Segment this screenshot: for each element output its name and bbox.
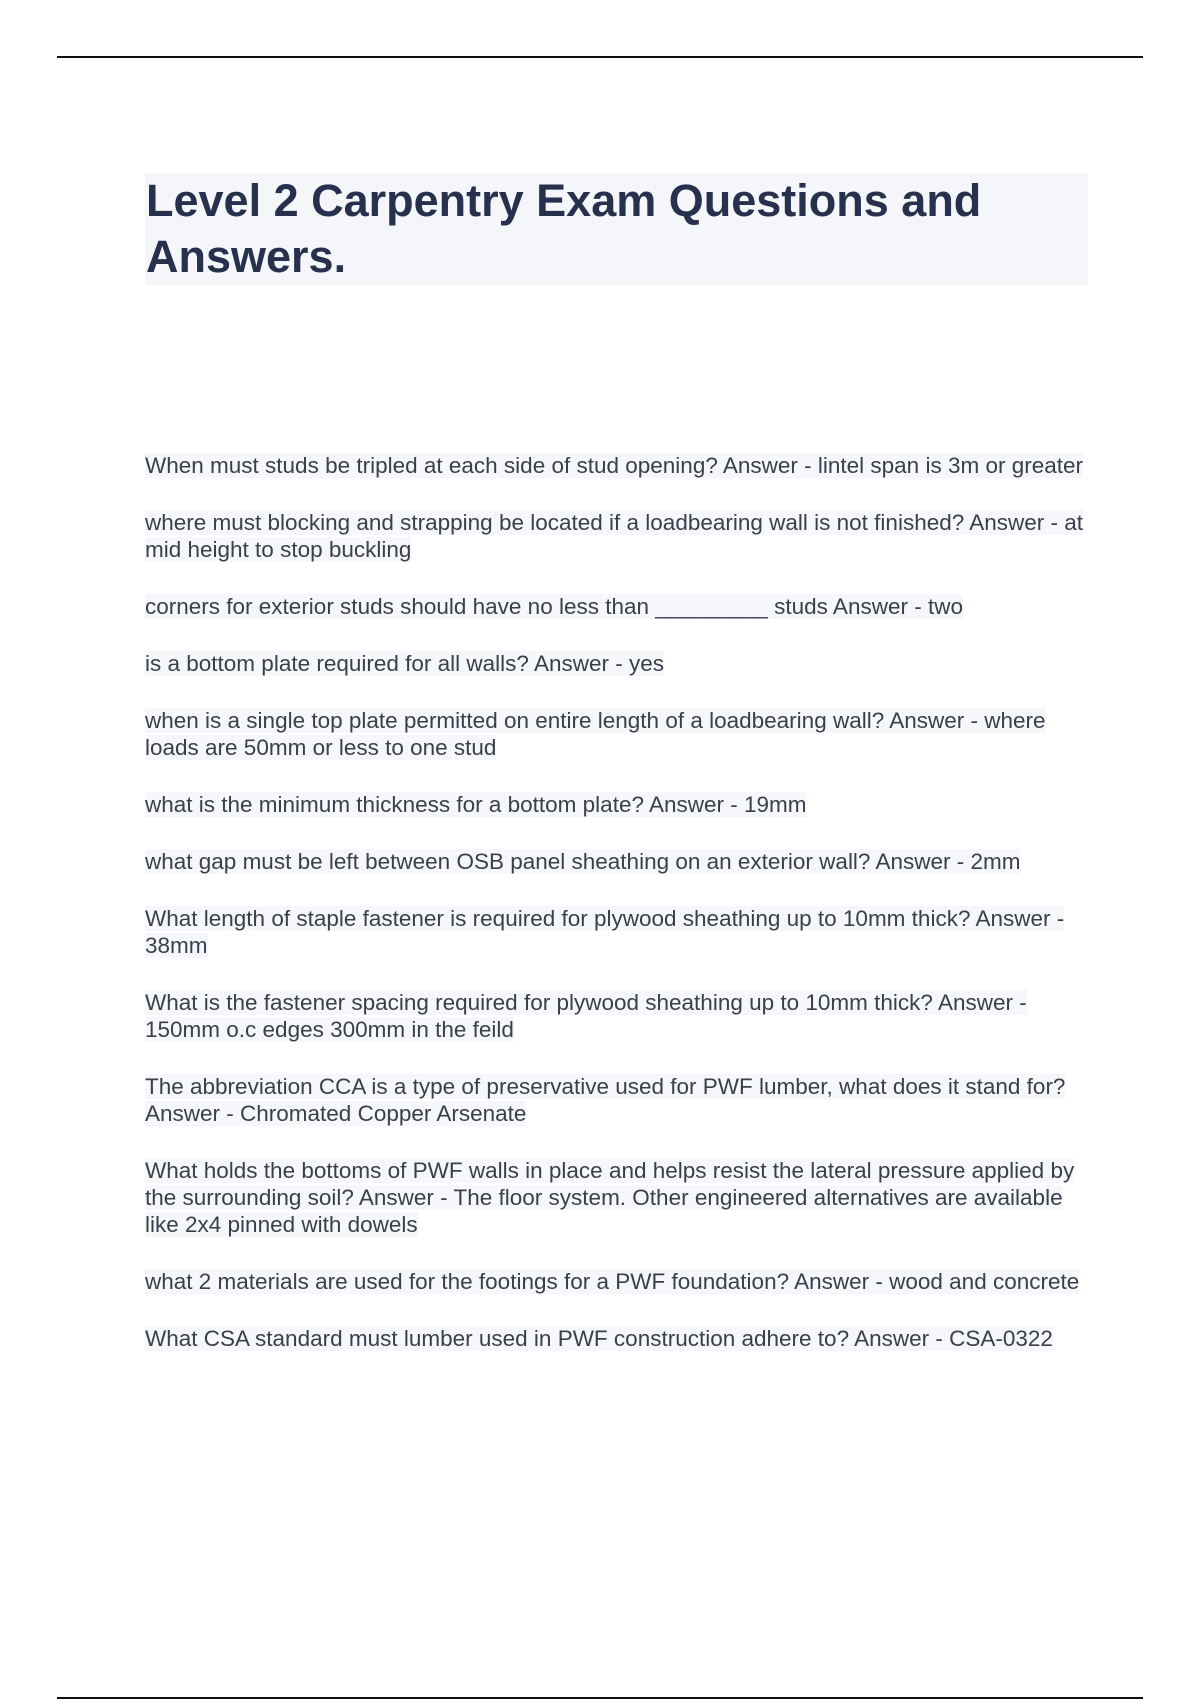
document-title: Level 2 Carpentry Exam Questions and Answers. xyxy=(146,175,982,282)
qa-item xyxy=(145,1157,1095,1238)
qa-item-text: What CSA standard must lumber used in PWF construction adhere to? Answer - CSA-0322 xyxy=(145,1326,1053,1351)
bottom-divider xyxy=(57,1697,1143,1699)
qa-item xyxy=(145,989,1095,1043)
qa-item xyxy=(145,791,1095,818)
qa-item xyxy=(145,650,1095,677)
qa-item-text: What is the fastener spacing required for plywood sheathing up to 10mm thick? Answer - 150mm o.c edges 300mm in the feild xyxy=(145,990,1027,1042)
qa-item xyxy=(145,905,1095,959)
qa-item-text: is a bottom plate required for all walls? Answer - yes xyxy=(145,651,664,676)
qa-item-text: When must studs be tripled at each side of stud opening? Answer - lintel span is 3m or greater xyxy=(145,453,1084,478)
qa-item-text: what is the minimum thickness for a bottom plate? Answer - 19mm xyxy=(145,792,807,817)
qa-item-text: corners for exterior studs should have no less than _________ studs Answer - two xyxy=(145,594,963,619)
qa-item xyxy=(145,593,1095,620)
title-block xyxy=(145,173,1088,285)
qa-item-text: where must blocking and strapping be located if a loadbearing wall is not finished? Answer - at mid height to stop buckling xyxy=(145,510,1084,562)
top-divider xyxy=(57,56,1143,58)
qa-item xyxy=(145,1268,1095,1295)
qa-item-text: what gap must be left between OSB panel sheathing on an exterior wall? Answer - 2mm xyxy=(145,849,1021,874)
qa-item xyxy=(145,509,1095,563)
qa-item-text: what 2 materials are used for the footings for a PWF foundation? Answer - wood and concrete xyxy=(145,1269,1080,1294)
qa-item-text: What holds the bottoms of PWF walls in place and helps resist the lateral pressure applied by the surrounding soil? Answer - The floor system. Other engineered alternatives are available like 2x4 pinned with dowels xyxy=(145,1158,1075,1237)
qa-item xyxy=(145,848,1095,875)
qa-item-text: What length of staple fastener is required for plywood sheathing up to 10mm thick? Answer - 38mm xyxy=(145,906,1065,958)
qa-item-text: when is a single top plate permitted on entire length of a loadbearing wall? Answer - where loads are 50mm or less to one stud xyxy=(145,708,1046,760)
qa-item xyxy=(145,452,1095,479)
qa-item-text: The abbreviation CCA is a type of preservative used for PWF lumber, what does it stand for? Answer - Chromated Copper Arsenate xyxy=(145,1074,1066,1126)
qa-item xyxy=(145,707,1095,761)
qa-item xyxy=(145,1325,1095,1352)
qa-list xyxy=(145,452,1095,1382)
qa-item xyxy=(145,1073,1095,1127)
